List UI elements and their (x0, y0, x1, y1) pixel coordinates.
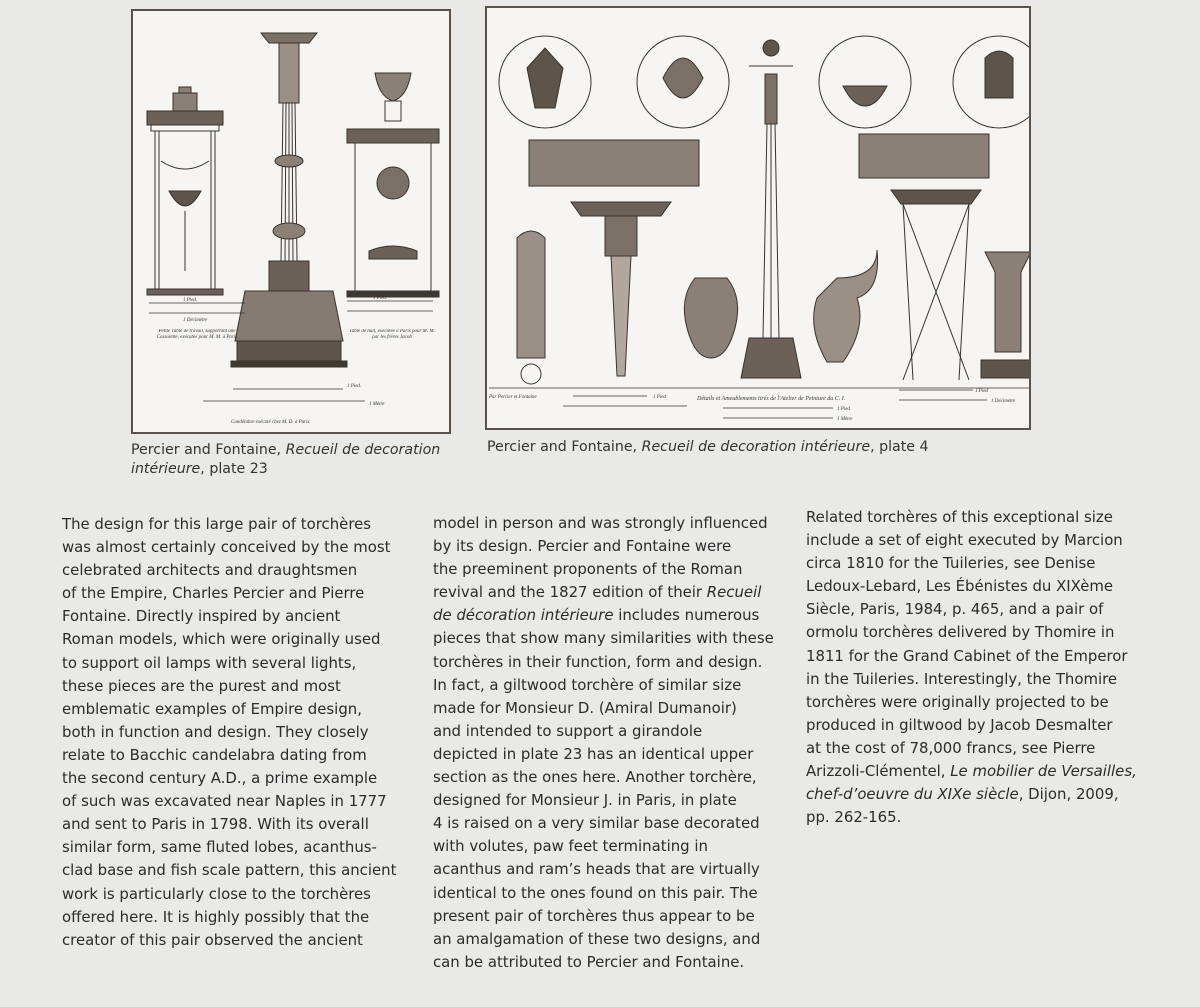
body-line: produced in giltwood by Jacob Desmalter (806, 715, 1113, 734)
body-line: emblematic examples of Empire design, (62, 699, 362, 718)
body-text: includes numerous (613, 606, 760, 625)
body-line: pieces that show many similarities with these (433, 629, 774, 648)
body-line (806, 783, 1137, 806)
body-line: of such was excavated near Naples in 1777 (62, 792, 387, 811)
body-line (433, 581, 774, 604)
body-line: torchères in their function, form and design. (433, 652, 763, 671)
body-line: an amalgamation of these two designs, and (433, 929, 761, 948)
plate-23-left-note: Petite Table de travail, supportant une Cassolette, exécutée pour M. M. à Paris (156, 329, 238, 340)
plate-4-scale-pied-right: 1 Pied (975, 389, 988, 394)
body-line: acanthus and ram’s heads that are virtually (433, 860, 760, 879)
body-line: section as the ones here. Another torchère, (433, 768, 757, 787)
body-line: relate to Bacchic candelabra dating from (62, 745, 367, 764)
body-line: Roman models, which were originally used (62, 630, 381, 649)
body-text: , Dijon, 2009, (1018, 785, 1119, 804)
body-line: 4 is raised on a very similar base decorated (433, 814, 760, 833)
book-title-italic: Le mobilier de Versailles, (950, 762, 1137, 781)
body-text: revival and the 1827 edition of their (433, 583, 707, 602)
body-line: circa 1810 for the Tuileries, see Denise (806, 554, 1096, 573)
body-line: was almost certainly conceived by the most (62, 538, 391, 557)
candelabrum-drawing (231, 33, 347, 367)
plate-4-scale-metre: 1 Mètre (837, 417, 853, 422)
plate-4-scale-decimetre: 1 Décimètre (991, 399, 1016, 404)
body-line: clad base and fish scale pattern, this ancient (62, 861, 397, 880)
body-line: these pieces are the purest and most (62, 676, 341, 695)
body-line: Siècle, Paris, 1984, p. 465, and a pair of (806, 600, 1104, 619)
body-line: the second century A.D., a prime example (62, 769, 378, 788)
plate-23-footer: Candélabre exécuté chez M. D. à Paris (231, 420, 310, 425)
caption-4-authors: Percier and Fontaine, (487, 439, 642, 455)
body-line: In fact, a giltwood torchère of similar size (433, 675, 742, 694)
night-table-drawing (347, 73, 439, 297)
plate-23-drawing (133, 11, 449, 432)
book-title-italic: de décoration intérieure (433, 606, 614, 625)
caption-4-suffix: , plate 4 (870, 439, 929, 455)
plate-23-right-note: Table de nuit, exécutée à Paris pour M. M. par les frères Jacob (349, 329, 435, 340)
body-line: to support oil lamps with several lights, (62, 653, 357, 672)
body-line: present pair of torchères thus appear to be (433, 906, 755, 925)
frieze-drawings (529, 134, 989, 186)
book-title-italic: Recueil (706, 583, 762, 602)
body-line: of the Empire, Charles Percier and Pierre (62, 584, 365, 603)
plate-4-scales (489, 388, 1029, 418)
plate-23-scale-pied-right: 1 Pied. (373, 296, 388, 301)
body-line: and intended to support a girandole (433, 721, 703, 740)
body-line: both in function and design. They closely (62, 722, 369, 741)
body-text: Arizzoli-Clémentel, (806, 762, 951, 781)
caption-23-suffix: , plate 23 (200, 461, 268, 477)
plate-23-caption (131, 441, 451, 479)
plate-4-footer: Détails et Ameublements tirés de l'Atelier de Peinture du C. I. (697, 396, 846, 402)
body-line: Ledoux-Lebard, Les Ébénistes du XIXème (806, 577, 1114, 596)
body-line: The design for this large pair of torchères (62, 515, 372, 533)
body-line: torchères were originally projected to be (806, 692, 1109, 711)
work-table-drawing (147, 87, 223, 295)
body-line (806, 760, 1137, 783)
body-line (433, 604, 774, 627)
body-line: celebrated architects and draughtsmen (62, 561, 358, 580)
body-line: made for Monsieur D. (Amiral Dumanoir) (433, 698, 737, 717)
body-line: offered here. It is highly possibly that the (62, 907, 370, 926)
body-line: depicted in plate 23 has an identical upper (433, 744, 754, 763)
plate-23-scale-pied: 1 Pied. (183, 298, 198, 303)
body-line: identical to the ones found on this pair. The (433, 883, 758, 902)
plate-23-scale-decimetre: 1 Décimètre (183, 318, 208, 323)
body-line: work is particularly close to the torchères (62, 884, 371, 903)
plate-23-engraving (131, 9, 451, 434)
body-line: designed for Monsieur J. in Paris, in plate (433, 791, 737, 810)
plate-4-scale-pied-bottom: 1 Pied (837, 407, 850, 412)
body-line: 1811 for the Grand Cabinet of the Emperor (806, 646, 1128, 665)
body-column-3 (806, 506, 1137, 829)
plate-23-scale-metre: 1 Mètre (369, 402, 385, 407)
body-line: at the cost of 78,000 francs, see Pierre (806, 738, 1096, 757)
body-line: model in person and was strongly influenced (433, 514, 768, 532)
caption-23-title: Recueil de decoration intérieure (131, 442, 441, 477)
body-line: Related torchères of this exceptional size (806, 508, 1113, 526)
body-line: in the Tuileries. Interestingly, the Thomire (806, 669, 1118, 688)
body-column-2 (433, 512, 774, 974)
body-line: creator of this pair observed the ancient (62, 930, 363, 949)
plate-4-caption (487, 438, 1047, 457)
body-line: can be attributed to Percier and Fontaine. (433, 952, 745, 971)
body-line: Fontaine. Directly inspired by ancient (62, 607, 341, 626)
body-line: and sent to Paris in 1798. With its overall (62, 815, 369, 834)
body-line: pp. 262-165. (806, 808, 902, 827)
plate-4-drawing (487, 8, 1029, 428)
body-line: the preeminent proponents of the Roman (433, 560, 743, 579)
body-line: similar form, same fluted lobes, acanthus- (62, 838, 377, 857)
body-line: ormolu torchères delivered by Thomire in (806, 623, 1115, 642)
body-line: with volutes, paw feet terminating in (433, 837, 708, 856)
caption-23-authors: Percier and Fontaine, (131, 442, 286, 458)
plate-4-signature: Par Percier et Fontaine (489, 395, 537, 400)
caption-4-title: Recueil de decoration intérieure (641, 439, 871, 455)
plate-23-scale-pied-bottom: 1 Pied. (347, 384, 362, 389)
body-line: by its design. Percier and Fontaine were (433, 537, 732, 556)
book-title-italic: chef-d’oeuvre du XIXe siècle (806, 785, 1019, 804)
plate-4-scale-pied: 1 Pied (653, 395, 666, 400)
plate-4-engraving (485, 6, 1031, 430)
central-torchere-drawing (741, 40, 801, 378)
body-column-1 (62, 513, 396, 952)
body-line: include a set of eight executed by Marcion (806, 531, 1123, 550)
